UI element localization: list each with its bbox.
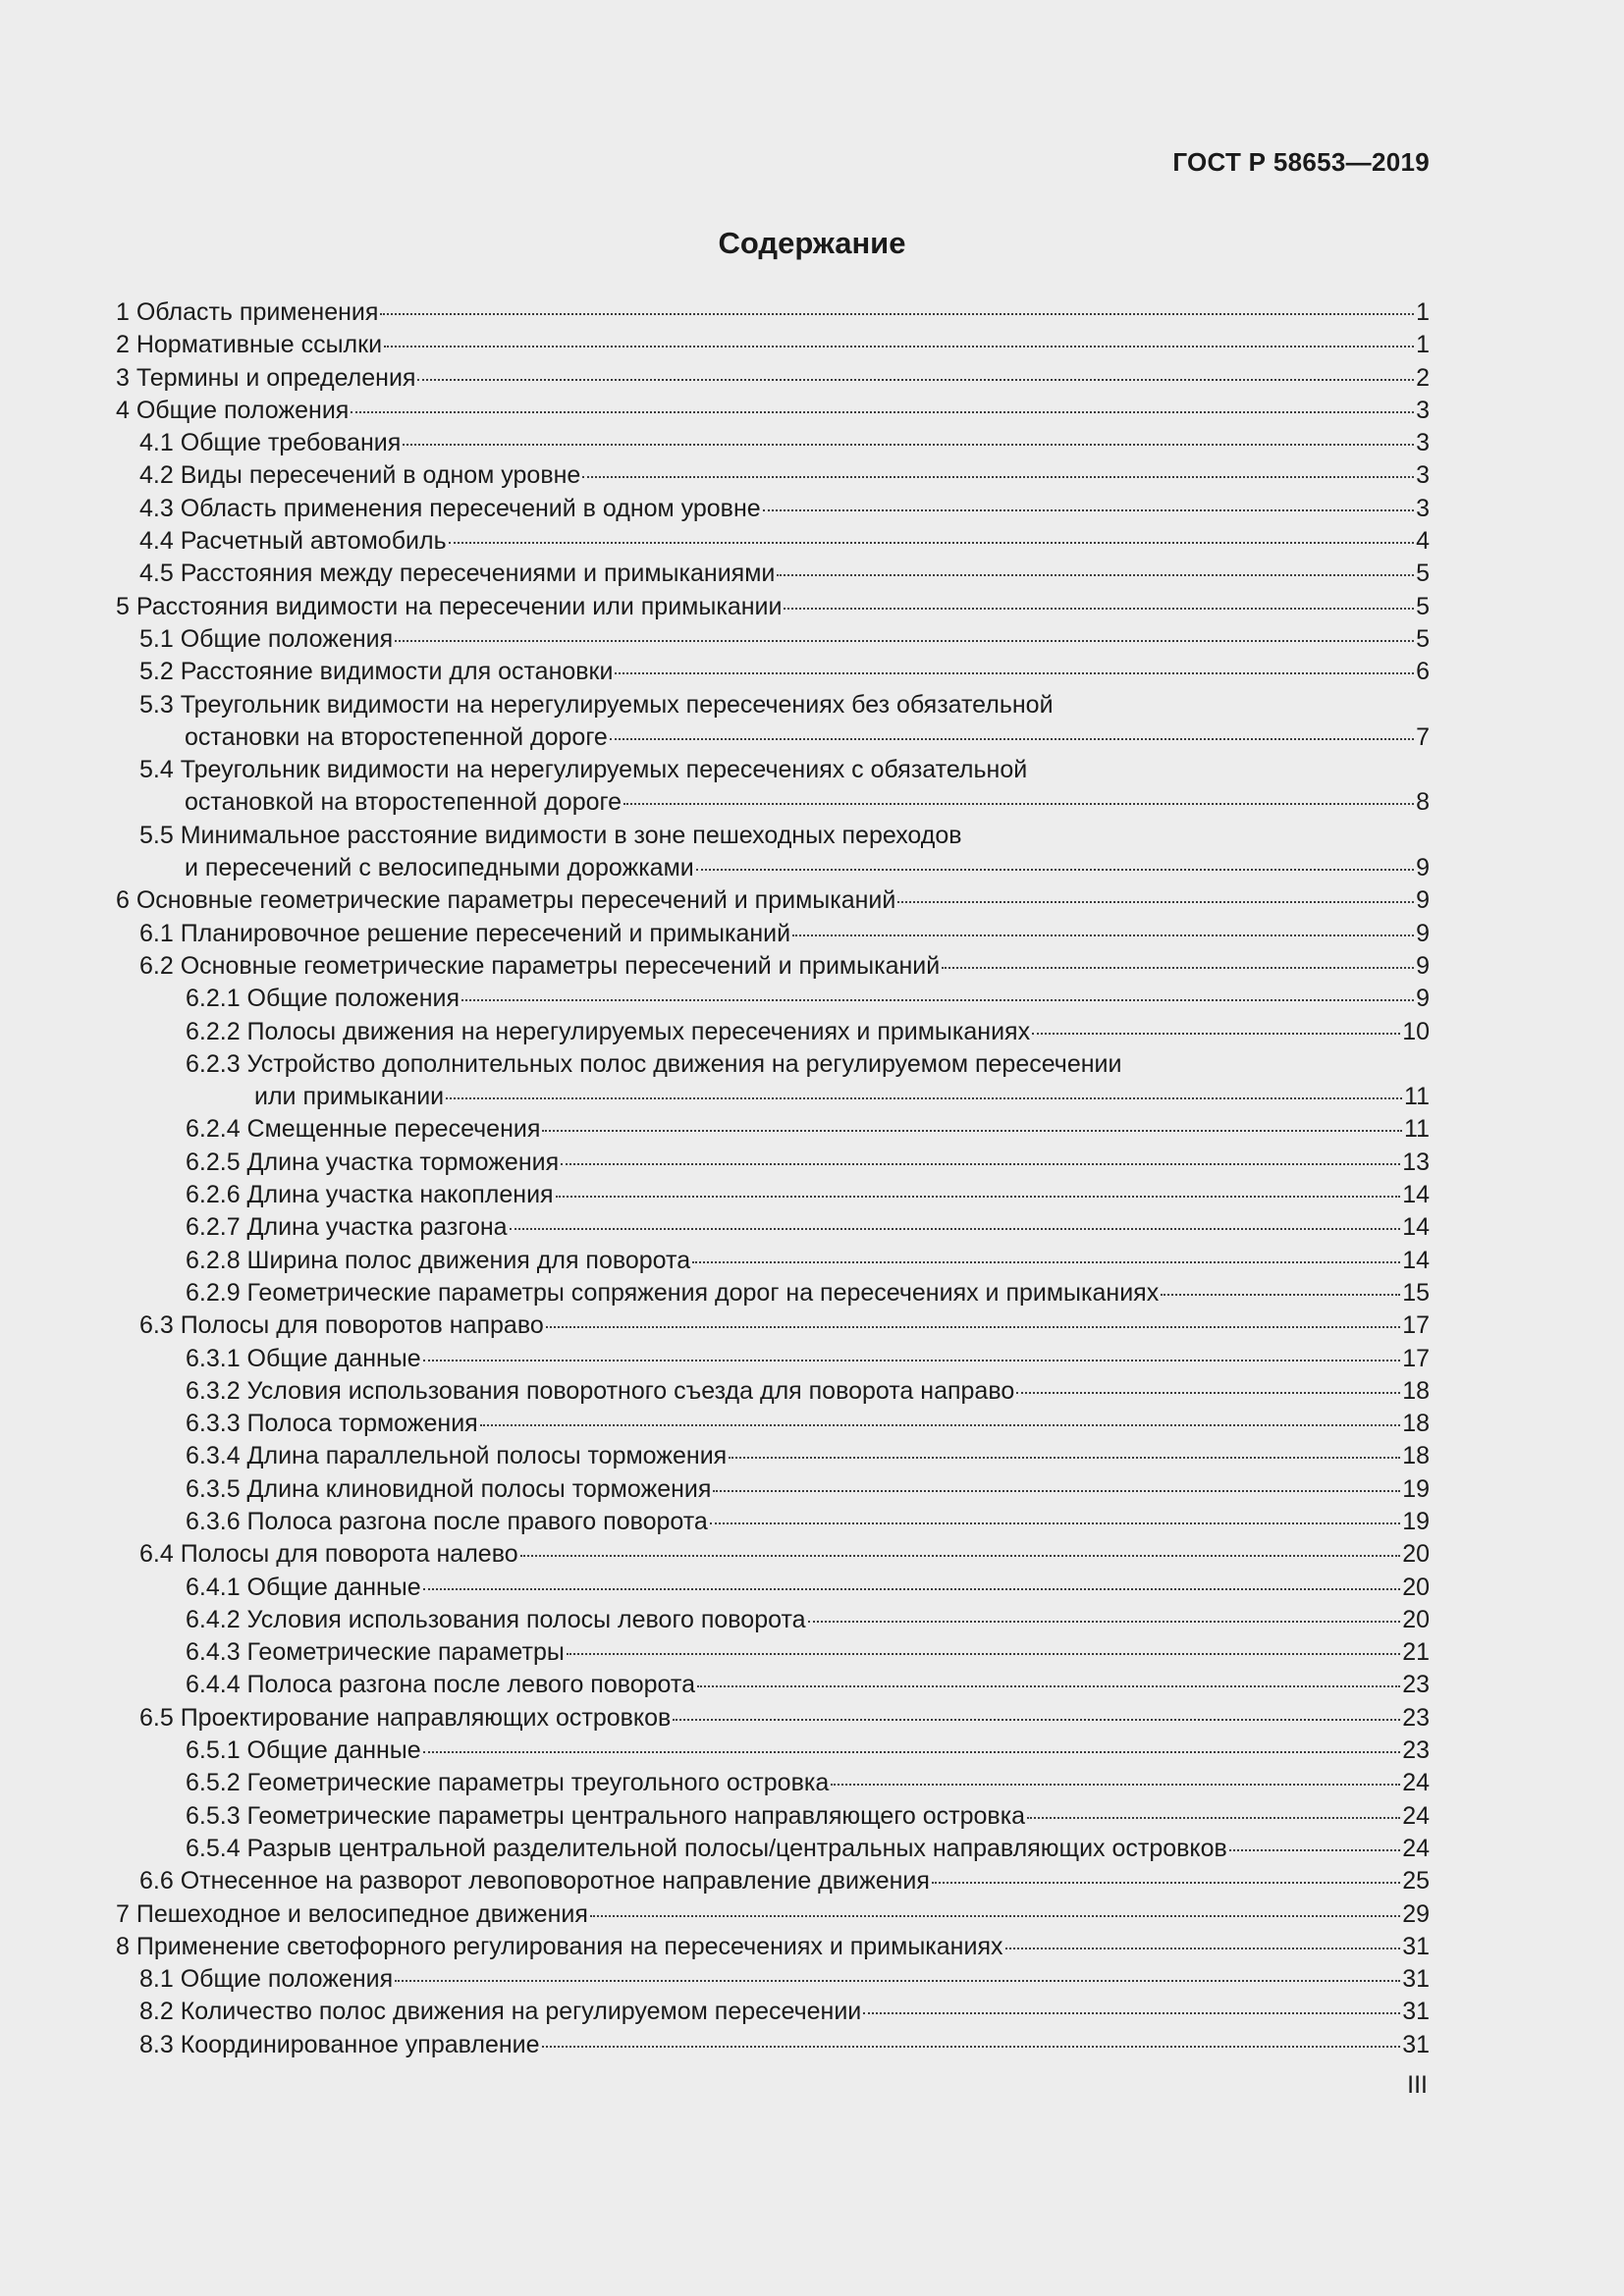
dot-leader (697, 1685, 1400, 1687)
dot-leader (713, 1490, 1400, 1492)
toc-entry[interactable] (116, 1833, 1430, 1865)
dot-leader (1032, 1033, 1400, 1035)
toc-page-number: 23 (1402, 1671, 1430, 1699)
toc-entry[interactable] (116, 1931, 1430, 1963)
dot-leader (542, 2046, 1401, 2048)
dot-leader (446, 1097, 1402, 1099)
toc-page-number: 9 (1416, 919, 1430, 947)
toc-page-number: 1 (1416, 331, 1430, 359)
dot-leader (510, 1228, 1401, 1230)
toc-page-number: 21 (1402, 1638, 1430, 1667)
dot-leader (831, 1784, 1400, 1786)
toc-entry[interactable] (116, 1375, 1430, 1408)
toc-page-number: 23 (1402, 1703, 1430, 1732)
toc-entry-text: 6.5.3 Геометрические параметры центрального направляющего островка (186, 1801, 1026, 1830)
toc-entry[interactable] (116, 459, 1430, 492)
toc-page-number: 14 (1402, 1181, 1430, 1209)
dot-leader (542, 1130, 1402, 1132)
toc-entry[interactable] (116, 493, 1430, 525)
toc-entry[interactable] (116, 591, 1430, 623)
toc-entry[interactable] (116, 1343, 1430, 1375)
toc-entry[interactable] (116, 1996, 1430, 2028)
toc-page-number: 19 (1402, 1474, 1430, 1503)
toc-page-number: 5 (1416, 624, 1430, 653)
toc-page-number: 24 (1402, 1834, 1430, 1862)
dot-leader (423, 1360, 1401, 1362)
dot-leader (351, 411, 1414, 413)
toc-entry-text: 6.2.6 Длина участка накопления (186, 1181, 554, 1209)
toc-page-number: 17 (1402, 1311, 1430, 1340)
toc-entry[interactable] (116, 1211, 1430, 1244)
toc-page-number: 9 (1416, 854, 1430, 882)
dot-leader (423, 1588, 1401, 1590)
toc-entry-text: 6.5 Проектирование направляющих островков (139, 1703, 672, 1732)
dot-leader (763, 509, 1414, 511)
toc-page-number: 6 (1416, 658, 1430, 686)
toc-page-number: 3 (1416, 396, 1430, 424)
dot-leader (461, 999, 1414, 1001)
toc-entry-text: 6.2.7 Длина участка разгона (186, 1213, 508, 1242)
toc-page-number: 3 (1416, 429, 1430, 457)
dot-leader (1229, 1849, 1400, 1851)
toc-entry-text: 4.2 Виды пересечений в одном уровне (139, 461, 581, 490)
toc-entry[interactable] (116, 1963, 1430, 1996)
toc-entry[interactable] (116, 1408, 1430, 1440)
toc-page-number: 4 (1416, 527, 1430, 556)
toc-entry[interactable] (116, 721, 1430, 754)
toc-entry[interactable] (116, 1702, 1430, 1735)
dot-leader (395, 1980, 1400, 1982)
toc-entry[interactable] (116, 395, 1430, 427)
toc-entry[interactable] (116, 1147, 1430, 1179)
toc-entry[interactable] (116, 918, 1430, 950)
toc-page-number: 31 (1402, 1965, 1430, 1994)
toc-entry[interactable] (116, 1473, 1430, 1506)
toc-entry[interactable] (116, 525, 1430, 558)
toc-entry-text: 6.4.2 Условия использования полосы левого поворота (186, 1605, 806, 1633)
toc-entry[interactable] (116, 1309, 1430, 1342)
toc-page-number: 17 (1402, 1344, 1430, 1372)
toc-page-number: 3 (1416, 494, 1430, 522)
toc-page-number: 18 (1402, 1442, 1430, 1470)
toc-page-number: 15 (1402, 1278, 1430, 1307)
toc-entry-text: 5.4 Треугольник видимости на нерегулируемых пересечениях с обязательной (139, 756, 1028, 784)
toc-entry-text: 6.3.5 Длина клиновидной полосы торможения (186, 1474, 712, 1503)
dot-leader (556, 1196, 1401, 1198)
toc-entry-text: остановкой на второстепенной дороге (185, 788, 622, 817)
toc-entry[interactable] (116, 1604, 1430, 1636)
toc-entry[interactable] (116, 1113, 1430, 1146)
toc-page-number: 29 (1402, 1899, 1430, 1928)
toc-page-number: 24 (1402, 1801, 1430, 1830)
toc-page-number: 20 (1402, 1605, 1430, 1633)
dot-leader (582, 476, 1414, 478)
dot-leader (1161, 1294, 1400, 1296)
toc-entry-text: или примыкании (254, 1083, 445, 1111)
toc-entry-text: 6.3.2 Условия использования поворотного съезда для поворота направо (186, 1376, 1015, 1405)
toc-entry[interactable] (116, 296, 1430, 329)
toc-page-number: 5 (1416, 592, 1430, 620)
dot-leader (897, 901, 1414, 903)
toc-page-number: 11 (1404, 1115, 1430, 1144)
toc-page-number: 7 (1416, 722, 1430, 751)
toc-entry-text: 5 Расстояния видимости на пересечении или примыкании (116, 592, 783, 620)
toc-page-number: 5 (1416, 560, 1430, 588)
toc-entry-text: 6.4.4 Полоса разгона после левого поворота (186, 1671, 695, 1699)
toc-entry-text: 6.5.1 Общие данные (186, 1736, 421, 1765)
toc-entry-text: 6.2.4 Смещенные пересечения (186, 1115, 541, 1144)
toc-page-number: 13 (1402, 1148, 1430, 1176)
toc-page-number: 1 (1416, 298, 1430, 326)
toc-entry-text: 7 Пешеходное и велосипедное движения (116, 1899, 588, 1928)
dot-leader (863, 2012, 1400, 2014)
toc-entry-text: 6.3.3 Полоса торможения (186, 1410, 478, 1438)
toc-entry-text: 6.5.4 Разрыв центральной разделительной полосы/центральных направляющих островков (186, 1834, 1227, 1862)
dot-leader (1005, 1948, 1401, 1949)
toc-entry-text: и пересечений с велосипедными дорожками (185, 854, 694, 882)
toc-entry-text: 1 Область применения (116, 298, 379, 326)
toc-entry-text: 8 Применение светофорного регулирования на пересечениях и примыканиях (116, 1932, 1003, 1960)
toc-page-number: 19 (1402, 1507, 1430, 1535)
toc-entry-text: 4.1 Общие требования (139, 429, 402, 457)
toc-page-number: 18 (1402, 1410, 1430, 1438)
toc-entry-text: 6.2.8 Ширина полос движения для поворота (186, 1246, 691, 1274)
toc-entry[interactable] (116, 983, 1430, 1015)
toc-entry[interactable] (116, 1179, 1430, 1211)
toc-entry[interactable] (116, 1440, 1430, 1472)
toc-page-number: 24 (1402, 1769, 1430, 1797)
dot-leader (710, 1522, 1400, 1524)
toc-entry-text: 8.2 Количество полос движения на регулируемом пересечении (139, 1998, 862, 2026)
dot-leader (673, 1719, 1400, 1721)
dot-leader (610, 738, 1414, 740)
toc-entry[interactable] (116, 1572, 1430, 1604)
toc-entry-text: 6.3 Полосы для поворотов направо (139, 1311, 544, 1340)
toc-entry[interactable] (116, 558, 1430, 590)
toc-entry-text: 6.4.1 Общие данные (186, 1573, 421, 1601)
toc-entry-text: 6.6 Отнесенное на разворот левоповоротное направление движения (139, 1867, 930, 1896)
toc-entry[interactable] (116, 1016, 1430, 1048)
dot-leader (808, 1621, 1401, 1623)
toc-entry-text: 6.4.3 Геометрические параметры (186, 1638, 565, 1667)
toc-page-number: 8 (1416, 788, 1430, 817)
toc-page-number: 11 (1404, 1083, 1430, 1111)
toc-entry[interactable] (116, 1669, 1430, 1701)
toc-entry-text: 6.2.5 Длина участка торможения (186, 1148, 560, 1176)
dot-leader (729, 1457, 1400, 1459)
table-of-contents (116, 296, 1430, 2061)
toc-entry-text: 6.4 Полосы для поворота налево (139, 1540, 518, 1569)
dot-leader (942, 967, 1414, 969)
toc-page-number: 23 (1402, 1736, 1430, 1765)
toc-entry[interactable] (116, 2029, 1430, 2061)
toc-page-number: 31 (1402, 1998, 1430, 2026)
toc-entry-text: 6.5.2 Геометрические параметры треугольного островка (186, 1769, 830, 1797)
dot-leader (561, 1163, 1400, 1165)
toc-entry-text: 6 Основные геометрические параметры пересечений и примыканий (116, 886, 896, 915)
toc-entry-text: 8.1 Общие положения (139, 1965, 394, 1994)
toc-entry[interactable] (116, 329, 1430, 361)
dot-leader (403, 444, 1414, 446)
toc-entry[interactable] (116, 1506, 1430, 1538)
toc-entry[interactable] (116, 950, 1430, 983)
dot-leader (395, 640, 1414, 642)
toc-entry-text: остановки на второстепенной дороге (185, 722, 608, 751)
dot-leader (696, 869, 1414, 871)
toc-entry[interactable] (116, 1538, 1430, 1571)
dot-leader (380, 313, 1414, 315)
toc-entry-text: 6.2.2 Полосы движения на нерегулируемых пересечениях и примыканиях (186, 1017, 1031, 1045)
toc-entry-text: 6.2.1 Общие положения (186, 985, 460, 1013)
toc-entry-text: 5.5 Минимальное расстояние видимости в зоне пешеходных переходов (139, 821, 962, 849)
toc-entry[interactable] (116, 1767, 1430, 1799)
toc-entry-text: 6.2.9 Геометрические параметры сопряжения дорог на пересечениях и примыканиях (186, 1278, 1160, 1307)
toc-page-number: 3 (1416, 461, 1430, 490)
toc-entry[interactable] (116, 1081, 1430, 1113)
dot-leader (692, 1261, 1400, 1263)
toc-entry-text: 8.3 Координированное управление (139, 2030, 540, 2058)
dot-leader (1016, 1392, 1400, 1394)
toc-page-number: 20 (1402, 1540, 1430, 1569)
toc-entry-text: 4.3 Область применения пересечений в одном уровне (139, 494, 761, 522)
dot-leader (623, 803, 1414, 805)
toc-page-number: 2 (1416, 363, 1430, 392)
toc-page-number: 10 (1402, 1017, 1430, 1045)
dot-leader (792, 934, 1414, 936)
toc-entry[interactable] (116, 1277, 1430, 1309)
page-number: III (1407, 2071, 1428, 2099)
toc-entry-text: 6.2.3 Устройство дополнительных полос движения на регулируемом пересечении (186, 1049, 1122, 1078)
toc-entry[interactable] (116, 362, 1430, 395)
toc-page-number: 20 (1402, 1573, 1430, 1601)
toc-entry-text: 5.3 Треугольник видимости на нерегулируемых пересечениях без обязательной (139, 690, 1054, 719)
dot-leader (546, 1326, 1400, 1328)
toc-page-number: 9 (1416, 886, 1430, 915)
dot-leader (932, 1882, 1400, 1884)
dot-leader (777, 574, 1414, 576)
toc-entry-text: 6.3.1 Общие данные (186, 1344, 421, 1372)
toc-entry-text: 6.3.4 Длина параллельной полосы торможения (186, 1442, 728, 1470)
toc-entry[interactable] (116, 1898, 1430, 1931)
toc-entry-text: 6.2 Основные геометрические параметры пересечений и примыканий (139, 951, 941, 980)
toc-entry[interactable] (116, 656, 1430, 688)
toc-entry[interactable] (116, 1636, 1430, 1669)
toc-entry-text: 4 Общие положения (116, 396, 350, 424)
dot-leader (417, 379, 1414, 381)
toc-entry[interactable] (116, 884, 1430, 917)
toc-page-number: 31 (1402, 2030, 1430, 2058)
toc-entry-text: 6.3.6 Полоса разгона после правого поворота (186, 1507, 708, 1535)
toc-entry[interactable] (116, 1800, 1430, 1833)
dot-leader (615, 672, 1414, 674)
toc-page-number: 14 (1402, 1213, 1430, 1242)
toc-entry-text: 4.4 Расчетный автомобиль (139, 527, 447, 556)
dot-leader (590, 1915, 1400, 1917)
toc-page-number: 18 (1402, 1376, 1430, 1405)
toc-entry-text: 5.2 Расстояние видимости для остановки (139, 658, 614, 686)
toc-entry-text: 6.1 Планировочное решение пересечений и примыканий (139, 919, 791, 947)
document-code: ГОСТ Р 58653—2019 (1172, 147, 1430, 177)
toc-entry[interactable] (116, 623, 1430, 656)
toc-entry[interactable] (116, 1735, 1430, 1767)
dot-leader (384, 346, 1414, 347)
dot-leader (567, 1653, 1400, 1655)
toc-entry-text: 2 Нормативные ссылки (116, 331, 383, 359)
toc-page-number: 9 (1416, 985, 1430, 1013)
toc-page-number: 31 (1402, 1932, 1430, 1960)
dot-leader (480, 1424, 1400, 1426)
toc-entry[interactable] (116, 786, 1430, 819)
toc-entry[interactable] (116, 1865, 1430, 1897)
toc-entry-text: 3 Термины и определения (116, 363, 416, 392)
toc-entry-text: 5.1 Общие положения (139, 624, 394, 653)
dot-leader (520, 1555, 1401, 1557)
dot-leader (423, 1751, 1401, 1753)
toc-entry-text: 4.5 Расстояния между пересечениями и примыканиями (139, 560, 776, 588)
dot-leader (1027, 1817, 1400, 1819)
toc-entry[interactable] (116, 852, 1430, 884)
dot-leader (449, 542, 1414, 544)
dot-leader (784, 608, 1414, 610)
toc-page-number: 14 (1402, 1246, 1430, 1274)
toc-page-number: 9 (1416, 951, 1430, 980)
toc-page-number: 25 (1402, 1867, 1430, 1896)
toc-entry[interactable] (116, 427, 1430, 459)
toc-entry[interactable] (116, 1245, 1430, 1277)
page-title: Содержание (718, 226, 906, 260)
